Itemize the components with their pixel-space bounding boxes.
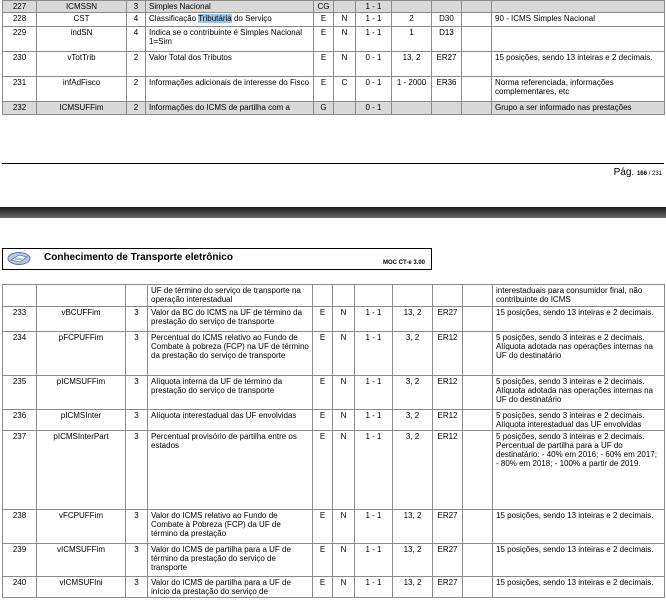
cell-obs: 5 posições, sendo 3 inteiras e 2 decimais. Alíquota adotada nas operações internas na UF do destinatário xyxy=(493,332,665,376)
cell-obs: 15 posições, sendo 13 inteiras e 2 decimais. xyxy=(493,544,665,577)
cell-tipo: N xyxy=(334,52,356,77)
table-row xyxy=(3,577,665,598)
header-title: Conhecimento de Transporte eletrônico xyxy=(44,252,233,263)
document-header xyxy=(2,248,432,270)
cell-obs: 15 posições, sendo 13 inteiras e 2 decimais. xyxy=(493,577,665,598)
cell-desc: Indica se o contribuinte é Simples Nacional 1=Sim xyxy=(146,27,314,52)
cell-obs: 5 posições, sendo 3 inteiras e 2 decimais. Percentual de partilha para a UF do destinatário: - 40% em 2016; - 60% em 2017; - 80% em 2018; - 100% a partir de 2019. xyxy=(493,431,665,510)
cell-tam: 3, 2 xyxy=(393,332,433,376)
cell-fmt xyxy=(462,1,492,13)
cell-ele: E xyxy=(313,376,333,410)
cell-level: 2 xyxy=(127,102,146,115)
cell-fmt xyxy=(462,102,492,115)
cell-desc: Alíquota interestadual das UF envolvidas xyxy=(148,410,313,431)
cell-tipo: N xyxy=(334,27,356,52)
table-row xyxy=(3,544,665,577)
cell-ocor: 1 - 1 xyxy=(355,431,393,510)
cell-obs: 5 posições, sendo 3 inteiras e 2 decimais. Alíquota interestadual das UF envolvidas xyxy=(493,410,665,431)
cell-fmt xyxy=(463,544,493,577)
cell-dec: ER12 xyxy=(433,332,463,376)
cell-ele: E xyxy=(314,77,334,102)
cell-dec xyxy=(432,1,462,13)
cell-obs: 5 posições, sendo 3 inteiras e 2 decimais. Alíquota adotada nas operações internas na UF do destinatário xyxy=(493,376,665,410)
table-row-continuation xyxy=(3,285,665,307)
cell-id: 240 xyxy=(3,577,37,598)
cell-dec: D13 xyxy=(432,27,462,52)
cell-desc: Informações do ICMS de partilha com a xyxy=(146,102,314,115)
cell-tipo: N xyxy=(333,544,355,577)
page-current: 166 xyxy=(636,171,647,177)
cell-ele: E xyxy=(314,52,334,77)
cell-level: 3 xyxy=(126,376,148,410)
cell-desc: Informações adicionais de interesse do Fisco xyxy=(146,77,314,102)
cell-level: 3 xyxy=(126,431,148,510)
cell-ele: E xyxy=(314,27,334,52)
spec-table-bottom xyxy=(2,284,665,598)
cell-desc: Valor Total dos Tributos xyxy=(146,52,314,77)
cell-ele: G xyxy=(314,102,334,115)
cell-ele: E xyxy=(313,577,333,598)
table-row xyxy=(3,13,665,27)
cell-ocor: 0 - 1 xyxy=(356,77,392,102)
cell-obs: 15 posições, sendo 13 inteiras e 2 decimais. xyxy=(493,307,665,332)
cell-tam: 3, 2 xyxy=(393,410,433,431)
cell-tag: vTotTrib xyxy=(37,52,127,77)
cell-ocor: 1 - 1 xyxy=(355,510,393,544)
cell-level: 3 xyxy=(127,1,146,13)
cell-tam: 13, 2 xyxy=(393,510,433,544)
table-row xyxy=(3,52,665,77)
cell-tag: pICMSUFFim xyxy=(37,376,126,410)
cell-desc: Alíquota interna da UF de término da prestação do serviço de transporte xyxy=(148,376,313,410)
cell-ele: E xyxy=(313,410,333,431)
cell-obs: interestaduais para consumidor final, não contribuinte do ICMS xyxy=(493,285,665,307)
cell-obs: 90 - ICMS Simples Nacional xyxy=(492,13,665,27)
cell-id: 227 xyxy=(3,1,37,13)
cell-tipo: N xyxy=(333,410,355,431)
cell-tipo: N xyxy=(333,332,355,376)
cell-dec xyxy=(432,102,462,115)
cell-fmt xyxy=(462,77,492,102)
cell-ele: E xyxy=(313,544,333,577)
cell-level: 4 xyxy=(127,13,146,27)
cell-obs xyxy=(492,1,665,13)
cell-level: 3 xyxy=(126,544,148,577)
cell-level: 4 xyxy=(127,27,146,52)
cell-tag: pICMSInterPart xyxy=(37,431,126,510)
cell-fmt xyxy=(463,431,493,510)
cell-desc: Valor do ICMS de partilha para a UF de início da prestação do serviço de xyxy=(148,577,313,598)
cell-level: 3 xyxy=(126,577,148,598)
cell-id: 236 xyxy=(3,410,37,431)
cell-obs xyxy=(492,27,665,52)
cell-dec: ER12 xyxy=(433,376,463,410)
cell-tipo: N xyxy=(333,376,355,410)
cell-level: 3 xyxy=(126,332,148,376)
cell-ocor: 1 - 1 xyxy=(356,13,392,27)
cell-obs: Norma referenciada, informações complementares, etc xyxy=(492,77,665,102)
highlighted-text: Tributária xyxy=(198,14,232,23)
page-number xyxy=(614,167,662,178)
page-total: / 231 xyxy=(646,171,662,177)
cell-ocor: 1 - 1 xyxy=(355,410,393,431)
cell-ocor: 1 - 1 xyxy=(356,27,392,52)
cell-fmt xyxy=(462,27,492,52)
cell-tam xyxy=(392,1,432,13)
cell-ocor: 1 - 1 xyxy=(356,1,392,13)
cell-id: 229 xyxy=(3,27,37,52)
header-subtitle: MOC CT-e 3.00 xyxy=(382,260,425,266)
cell-desc: Valor da BC do ICMS na UF de término da prestação do serviço de transporte xyxy=(148,307,313,332)
cell-tam xyxy=(392,102,432,115)
cell-dec: ER27 xyxy=(433,544,463,577)
cell-level: 2 xyxy=(127,52,146,77)
cell-desc: Percentual provisório de partilha entre os estados xyxy=(148,431,313,510)
cell-dec: ER27 xyxy=(433,577,463,598)
cell-tam: 1 xyxy=(392,27,432,52)
cell-fmt xyxy=(463,332,493,376)
table-row xyxy=(3,431,665,510)
cell-level: 3 xyxy=(126,510,148,544)
cell-tag: ICMSSN xyxy=(37,1,127,13)
cell-obs: Grupo a ser informado nas prestações xyxy=(492,102,665,115)
table-row xyxy=(3,102,665,115)
table-row xyxy=(3,332,665,376)
cell-ocor: 0 - 1 xyxy=(356,52,392,77)
cell-tag: ICMSUFFim xyxy=(37,102,127,115)
cell-dec: ER27 xyxy=(433,307,463,332)
page-divider xyxy=(2,163,664,164)
cell-ocor: 1 - 1 xyxy=(355,376,393,410)
cell-tag: CST xyxy=(37,13,127,27)
cell-fmt xyxy=(462,13,492,27)
table-row xyxy=(3,77,665,102)
table-row xyxy=(3,410,665,431)
cell-tipo xyxy=(334,1,356,13)
cell-dec: ER27 xyxy=(433,510,463,544)
table-row xyxy=(3,307,665,332)
cell-tag: indSN xyxy=(37,27,127,52)
cell-ocor: 1 - 1 xyxy=(355,307,393,332)
cell-tag: infAdFisco xyxy=(37,77,127,102)
cell-tag: vICMSUFIni xyxy=(37,577,126,598)
cell-tam: 13, 2 xyxy=(393,577,433,598)
cell-level: 3 xyxy=(126,410,148,431)
cell-ele: E xyxy=(313,510,333,544)
cell-tam: 3, 2 xyxy=(393,376,433,410)
cell-dec: ER27 xyxy=(432,52,462,77)
cell-fmt xyxy=(463,410,493,431)
cell-desc: Percentual do ICMS relativo ao Fundo de Combate à pobreza (FCP) na UF de término da prestação do serviço de transporte xyxy=(148,332,313,376)
desc-text: do Serviço xyxy=(231,14,272,23)
cell-id: 237 xyxy=(3,431,37,510)
cell-tag: vICMSUFFim xyxy=(37,544,126,577)
cell-tam: 13, 2 xyxy=(393,307,433,332)
page-break-band xyxy=(0,207,666,218)
cell-desc xyxy=(146,13,314,27)
cell-ele: E xyxy=(313,307,333,332)
cell-tipo: N xyxy=(333,307,355,332)
cell-tipo: C xyxy=(334,77,356,102)
cell-tam: 2 xyxy=(392,13,432,27)
cell-dec: ER12 xyxy=(433,410,463,431)
cell-dec: ER36 xyxy=(432,77,462,102)
cell-id: 239 xyxy=(3,544,37,577)
cell-ele: E xyxy=(313,332,333,376)
cell-fmt xyxy=(463,577,493,598)
cell-tam: 1 - 2000 xyxy=(392,77,432,102)
cell-tipo: N xyxy=(333,510,355,544)
cell-id: 232 xyxy=(3,102,37,115)
cell-dec: D30 xyxy=(432,13,462,27)
table-row xyxy=(3,510,665,544)
cell-ele: CG xyxy=(314,1,334,13)
cell-desc: Simples Nacional xyxy=(146,1,314,13)
cell-fmt xyxy=(463,307,493,332)
cell-ocor: 0 - 1 xyxy=(356,102,392,115)
cell-tam: 3, 2 xyxy=(393,431,433,510)
cell-tipo: N xyxy=(333,577,355,598)
table-row xyxy=(3,1,665,13)
cell-desc: Valor do ICMS relativo ao Fundo de Combate à Pobreza (FCP) da UF de término da prestação xyxy=(148,510,313,544)
cell-tam: 13, 2 xyxy=(392,52,432,77)
cell-fmt xyxy=(462,52,492,77)
cell-id: 231 xyxy=(3,77,37,102)
cell-fmt xyxy=(463,376,493,410)
table-row xyxy=(3,27,665,52)
cell-level: 3 xyxy=(126,307,148,332)
desc-text: Classificação xyxy=(149,14,199,23)
cell-ele: E xyxy=(314,13,334,27)
cell-tipo: N xyxy=(333,431,355,510)
cte-logo-icon xyxy=(6,251,32,266)
cell-tag: vBCUFFim xyxy=(37,307,126,332)
cell-id: 233 xyxy=(3,307,37,332)
cell-dec: ER12 xyxy=(433,431,463,510)
cell-desc: Valor do ICMS de partilha para a UF de término da prestação do serviço de transporte xyxy=(148,544,313,577)
cell-id: 230 xyxy=(3,52,37,77)
cell-tag: pFCPUFFim xyxy=(37,332,126,376)
page-label: Pág. xyxy=(613,167,637,178)
cell-ele: E xyxy=(313,431,333,510)
cell-ocor: 1 - 1 xyxy=(355,544,393,577)
cell-level: 2 xyxy=(127,77,146,102)
cell-fmt xyxy=(463,510,493,544)
cell-tipo xyxy=(334,102,356,115)
cell-ocor: 1 - 1 xyxy=(355,577,393,598)
table-row xyxy=(3,376,665,410)
cell-id: 234 xyxy=(3,332,37,376)
cell-tipo: N xyxy=(334,13,356,27)
cell-desc: UF de término do serviço de transporte na operação interestadual xyxy=(148,285,313,307)
cell-tag: pICMSInter xyxy=(37,410,126,431)
cell-obs: 15 posições, sendo 13 inteiras e 2 decimais. xyxy=(493,510,665,544)
spec-table-top xyxy=(2,0,665,115)
cell-tam: 13, 2 xyxy=(393,544,433,577)
cell-id: 235 xyxy=(3,376,37,410)
cell-id: 238 xyxy=(3,510,37,544)
cell-tag: vFCPUFFim xyxy=(37,510,126,544)
cell-id: 228 xyxy=(3,13,37,27)
cell-obs: 15 posições, sendo 13 inteiras e 2 decimais. xyxy=(492,52,665,77)
cell-ocor: 1 - 1 xyxy=(355,332,393,376)
